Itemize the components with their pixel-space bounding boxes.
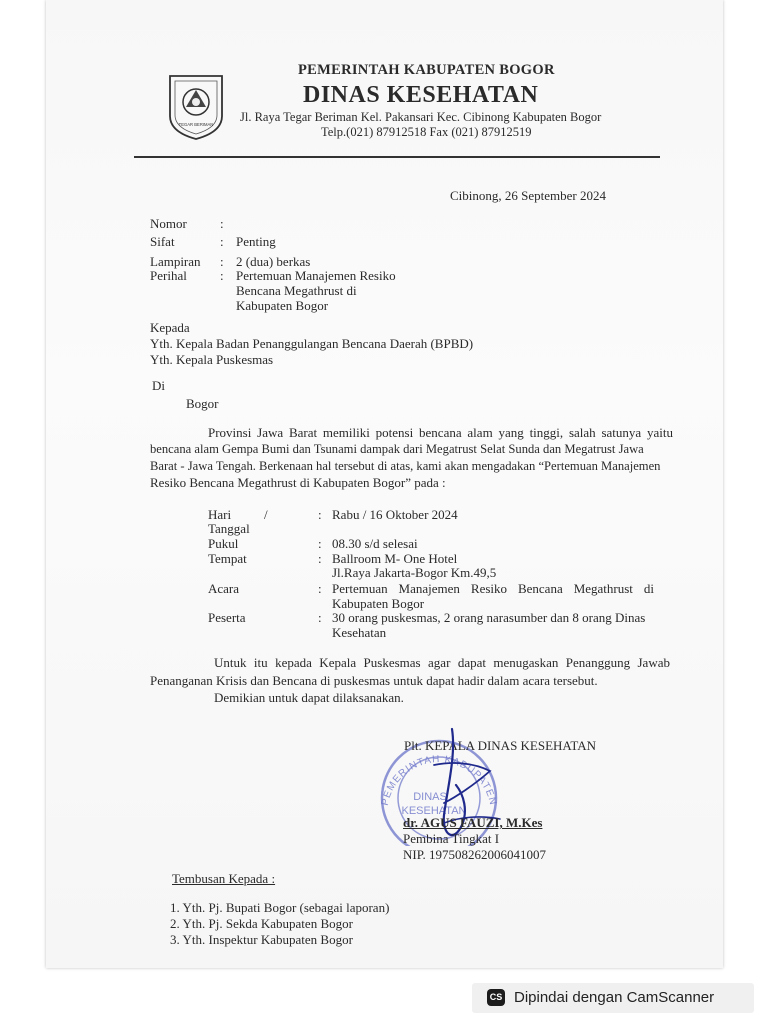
signatory-name: dr. AGUS FAUZI, M.Kes <box>403 815 543 830</box>
perihal-line-3: Kabupaten Bogor <box>236 298 329 313</box>
svg-text:PEMERINTAH KABUPATEN: PEMERINTAH KABUPATEN <box>379 754 499 807</box>
lampiran-label: Lampiran <box>150 254 201 269</box>
peserta-colon: : <box>318 610 322 625</box>
camscanner-watermark <box>472 983 754 1013</box>
perihal-line-1: Pertemuan Manajemen Resiko <box>236 268 396 283</box>
pukul-value: 08.30 s/d selesai <box>332 536 418 551</box>
signatory-nip: NIP. 197508262006041007 <box>403 847 547 862</box>
cc-item-2: 2. Yth. Pj. Sekda Kabupaten Bogor <box>170 916 353 931</box>
closing-line-2: Penanganan Krisis dan Bencana di puskesmas untuk dapat hadir dalam acara tersebut. <box>150 673 598 688</box>
sifat-colon: : <box>220 234 224 249</box>
pukul-colon: : <box>318 536 322 551</box>
tempat-colon: : <box>318 551 322 566</box>
camscanner-logo-icon: CS <box>487 989 505 1006</box>
perihal-line-2: Bencana Megathrust di <box>236 283 357 298</box>
hari-colon: : <box>318 507 322 522</box>
city-label: Bogor <box>186 396 219 411</box>
kepada-label: Kepada <box>150 320 190 335</box>
acara-value-1: Pertemuan Manajemen Resiko Bencana Megathrust di <box>332 581 654 596</box>
body-line-3: Barat - Jawa Tengah. Berkenaan hal tersebut di atas, kami akan mengadakan “Pertemuan Manajemen <box>150 459 661 473</box>
sifat-value: Penting <box>236 234 276 249</box>
government-header: PEMERINTAH KABUPATEN BOGOR <box>298 62 555 78</box>
body-line-4: Resiko Bencana Megathrust di Kabupaten Bogor” pada : <box>150 475 446 490</box>
date-place: Cibinong, 26 September 2024 <box>450 188 606 203</box>
perihal-colon: : <box>220 268 224 283</box>
regency-emblem-logo <box>166 72 226 142</box>
acara-value-2: Kabupaten Bogor <box>332 596 425 611</box>
tempat-label: Tempat <box>208 551 247 566</box>
peserta-label: Peserta <box>208 610 246 625</box>
signatory-rank: Pembina Tingkat I <box>403 831 500 846</box>
nomor-colon: : <box>220 216 224 231</box>
closing-line-3: Demikian untuk dapat dilaksanakan. <box>214 690 404 705</box>
peserta-value-1: 30 orang puskesmas, 2 orang narasumber dan 8 orang Dinas <box>332 610 646 625</box>
cc-item-3: 3. Yth. Inspektur Kabupaten Bogor <box>170 932 353 947</box>
tempat-value-1: Ballroom M- One Hotel <box>332 551 458 566</box>
hari-slash: / <box>264 507 268 522</box>
svg-text:KESEHATAN: KESEHATAN <box>401 805 467 817</box>
signatory-title: Plt. KEPALA DINAS KESEHATAN <box>404 738 597 753</box>
recipient-1: Yth. Kepala Badan Penanggulangan Bencana Daerah (BPBD) <box>150 336 474 351</box>
cc-title: Tembusan Kepada : <box>172 871 276 886</box>
office-phone: Telp.(021) 87912518 Fax (021) 87912519 <box>321 125 532 139</box>
hari-label: Hari <box>208 507 232 522</box>
lampiran-value: 2 (dua) berkas <box>236 254 311 269</box>
peserta-value-2: Kesehatan <box>332 625 387 640</box>
body-line-2: bencana alam Gempa Bumi dan Tsunami dampak dari Megatrust Selat Sunda dan Megatrust Jawa <box>150 442 644 456</box>
pukul-label: Pukul <box>208 536 239 551</box>
di-label: Di <box>152 378 165 393</box>
acara-colon: : <box>318 581 322 596</box>
lampiran-colon: : <box>220 254 224 269</box>
department-title: DINAS KESEHATAN <box>303 82 539 108</box>
tempat-value-2: Jl.Raya Jakarta-Bogor Km.49,5 <box>332 565 497 580</box>
nomor-label: Nomor <box>150 216 187 231</box>
perihal-label: Perihal <box>150 268 187 283</box>
recipient-2: Yth. Kepala Puskesmas <box>150 352 274 367</box>
svg-text:TEGAR BERIMAN: TEGAR BERIMAN <box>178 122 214 127</box>
cc-item-1: 1. Yth. Pj. Bupati Bogor (sebagai laporan) <box>170 900 390 915</box>
camscanner-label: Dipindai dengan CamScanner <box>514 989 715 1006</box>
sifat-label: Sifat <box>150 234 175 249</box>
office-address: Jl. Raya Tegar Beriman Kel. Pakansari Kec. Cibinong Kabupaten Bogor <box>240 110 602 124</box>
closing-line-1: Untuk itu kepada Kepala Puskesmas agar dapat menugaskan Penanggung Jawab <box>214 655 670 670</box>
body-line-1: Provinsi Jawa Barat memiliki potensi bencana alam yang tinggi, salah satunya yaitu <box>208 425 673 440</box>
svg-text:DINAS: DINAS <box>413 791 447 803</box>
tanggal-label: Tanggal <box>208 521 250 536</box>
hari-value: Rabu / 16 Oktober 2024 <box>332 507 458 522</box>
letterhead-divider <box>134 156 660 158</box>
acara-label: Acara <box>208 581 240 596</box>
